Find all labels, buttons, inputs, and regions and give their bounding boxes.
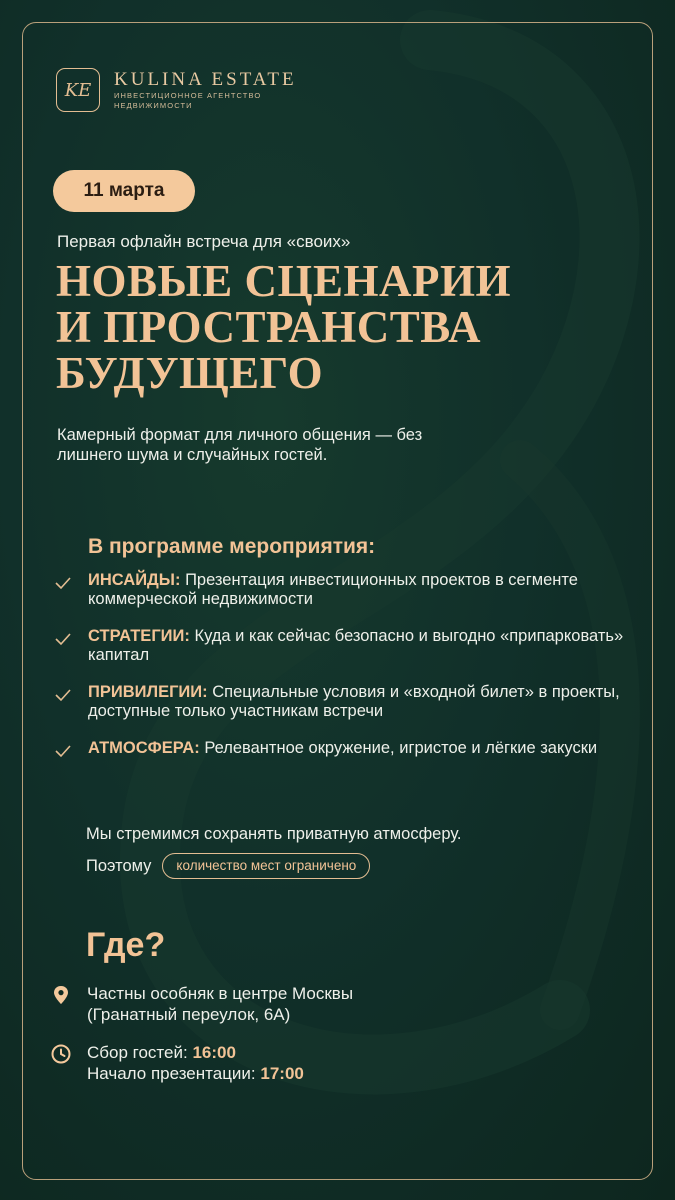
start-time: 17:00 — [260, 1064, 304, 1083]
program-item-key: ПРИВИЛЕГИИ: — [88, 683, 208, 701]
privacy-line-1: Мы стремимся сохранять приватную атмосферу. — [86, 825, 462, 843]
location-line-1: Частны особняк в центре Москвы — [87, 984, 354, 1003]
check-icon — [55, 632, 71, 646]
privacy-prefix: Поэтому — [86, 857, 152, 875]
limited-seats-badge: количество мест ограничено — [162, 853, 370, 879]
brand-name: KULINA ESTATE — [114, 69, 297, 90]
headline-line-2: И ПРОСТРАНСТВА — [56, 302, 481, 352]
check-icon — [55, 744, 71, 758]
map-pin-icon — [50, 984, 72, 1006]
schedule-row — [50, 1042, 304, 1084]
brand-subtitle: ИНВЕСТИЦИОННОЕ АГЕНТСТВО НЕДВИЖИМОСТИ — [114, 91, 262, 110]
check-icon — [55, 576, 71, 590]
location-row — [50, 983, 353, 1025]
program-item-text: Релевантное окружение, игристое и лёгкие закуски — [204, 739, 598, 757]
privacy-note — [86, 824, 566, 879]
program-item-text: Презентация инвестиционных проектов в сегменте коммерческой недвижимости — [88, 571, 578, 608]
event-headline — [56, 258, 636, 396]
gather-time: 16:00 — [192, 1043, 236, 1062]
headline-line-1: НОВЫЕ СЦЕНАРИИ — [56, 256, 511, 306]
start-label: Начало презентации: — [87, 1064, 256, 1083]
event-description: Камерный формат для личного общения — без лишнего шума и случайных гостей. — [57, 426, 423, 464]
program-item-key: СТРАТЕГИИ: — [88, 627, 190, 645]
event-lead: Первая офлайн встреча для «своих» — [57, 232, 351, 251]
clock-icon — [50, 1043, 72, 1065]
headline-line-3: БУДУЩЕГО — [56, 348, 324, 398]
program-title: В программе мероприятия: — [88, 535, 376, 558]
program-item-key: АТМОСФЕРА: — [88, 739, 200, 757]
location-line-2: (Гранатный переулок, 6А) — [87, 1005, 291, 1024]
program-item-text: Специальные условия и «входной билет» в проекты, доступные только участникам встречи — [88, 683, 620, 720]
gather-label: Сбор гостей: — [87, 1043, 188, 1062]
list-item — [53, 739, 633, 758]
list-item — [53, 571, 633, 609]
where-title: Где? — [86, 926, 166, 964]
program-list — [53, 571, 633, 776]
monogram-icon: KE — [56, 68, 100, 112]
list-item — [53, 627, 633, 665]
list-item — [53, 683, 633, 721]
brand-logo — [56, 68, 297, 112]
program-item-text: Куда и как сейчас безопасно и выгодно «припарковать» капитал — [88, 627, 624, 664]
event-date-badge: 11 марта — [53, 170, 195, 212]
check-icon — [55, 688, 71, 702]
program-item-key: ИНСАЙДЫ: — [88, 571, 181, 589]
